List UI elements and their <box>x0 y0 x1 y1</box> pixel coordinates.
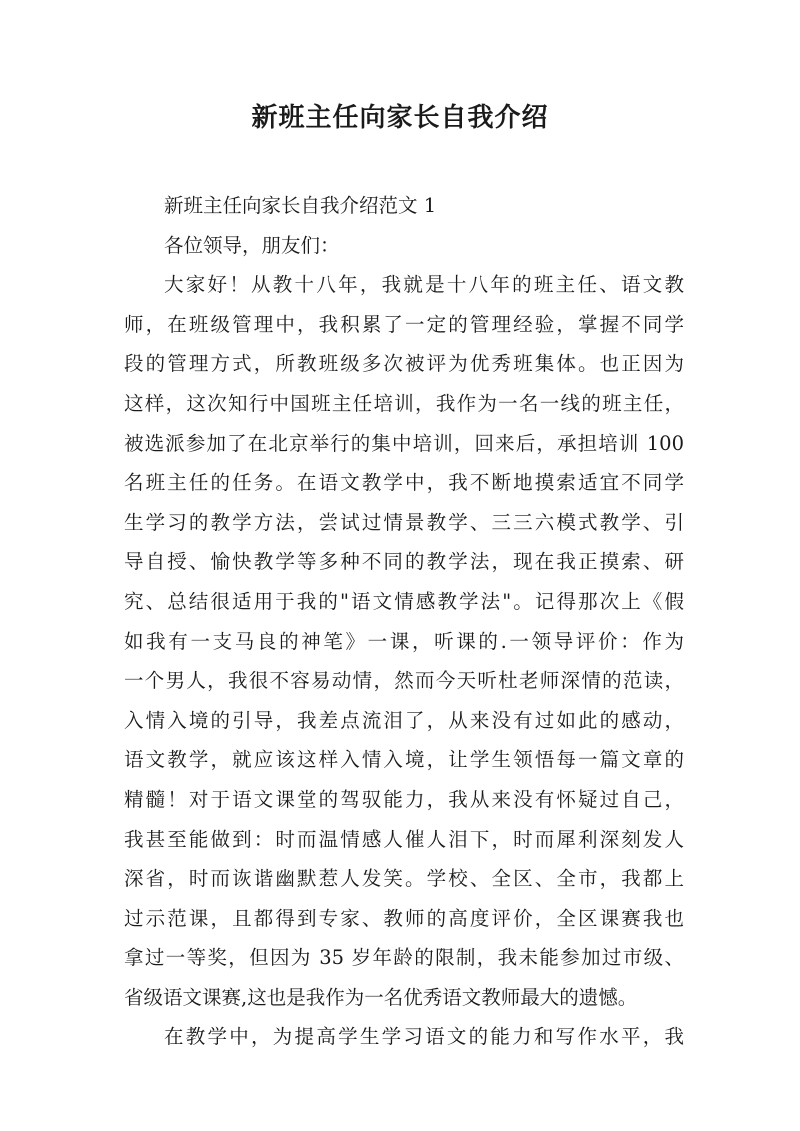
paragraph-line: 深省，时而诙谐幽默惹人发笑。学校、全区、全市，我都上 <box>124 867 684 891</box>
paragraph-line: 导自授、愉快教学等多种不同的教学法，现在我正摸索、研 <box>124 550 684 574</box>
paragraph-line: 在教学中，为提高学生学习语文的能力和写作水平，我 <box>164 1025 684 1049</box>
paragraph-line: 一个男人，我很不容易动情，然而今天听杜老师深情的范读， <box>124 669 684 693</box>
paragraph-line: 师，在班级管理中，我积累了一定的管理经验，掌握不同学 <box>124 312 684 336</box>
paragraph-line: 如我有一支马良的神笔》一课，听课的.一领导评价：作为 <box>124 629 684 653</box>
salutation-line: 各位领导，朋友们： <box>164 233 340 257</box>
paragraph-line: 过示范课，且都得到专家、教师的高度评价，全区课赛我也 <box>124 906 684 930</box>
paragraph-line: 段的管理方式，所教班级多次被评为优秀班集体。也正因为 <box>124 352 684 376</box>
paragraph-line: 拿过一等奖，但因为 35 岁年龄的限制，我未能参加过市级、 <box>124 946 684 970</box>
paragraph-line: 入情入境的引导，我差点流泪了，从来没有过如此的感动， <box>124 708 684 732</box>
document-title: 新班主任向家长自我介绍 <box>251 103 549 133</box>
paragraph-line: 大家好！从教十八年，我就是十八年的班主任、语文教 <box>164 273 684 297</box>
paragraph-line: 省级语文课赛,这也是我作为一名优秀语文教师最大的遗憾。 <box>124 985 638 1009</box>
paragraph-line: 究、总结很适用于我的"语文情感教学法"。记得那次上《假 <box>124 589 684 613</box>
paragraph-line: 生学习的教学方法，尝试过情景教学、三三六模式教学、引 <box>124 510 684 534</box>
paragraph-line: 语文教学，就应该这样入情入境，让学生领悟每一篇文章的 <box>124 748 684 772</box>
subtitle-line: 新班主任向家长自我介绍范文 1 <box>164 194 437 217</box>
paragraph-line: 精髓！对于语文课堂的驾驭能力，我从来没有怀疑过自己， <box>124 787 684 811</box>
paragraph-line: 我甚至能做到：时而温情感人催人泪下，时而犀利深刻发人 <box>124 827 684 851</box>
document-body <box>124 186 684 1057</box>
paragraph-line: 名班主任的任务。在语文教学中，我不断地摸索适宜不同学 <box>124 471 684 495</box>
paragraph-line: 这样，这次知行中国班主任培训，我作为一名一线的班主任， <box>124 391 684 415</box>
paragraph-line: 被选派参加了在北京举行的集中培训，回来后，承担培训 100 <box>124 431 684 455</box>
